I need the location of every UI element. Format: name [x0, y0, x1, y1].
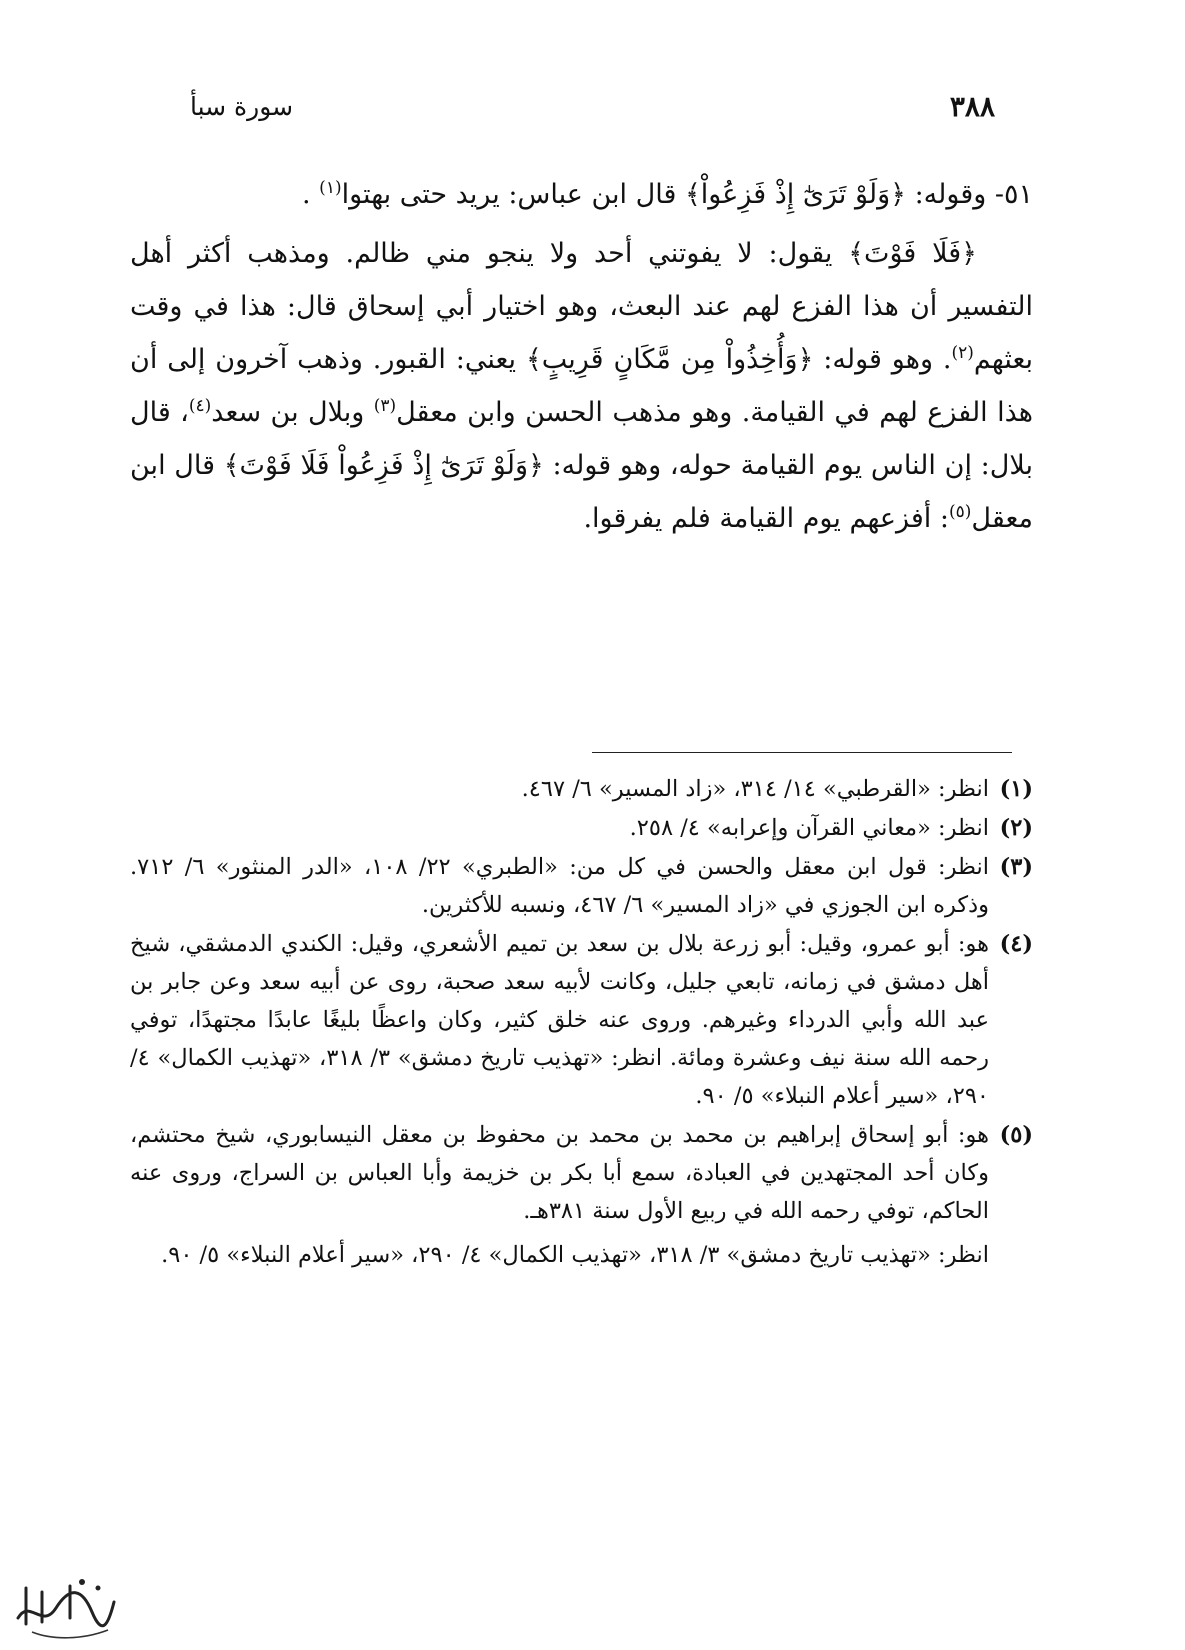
surah-title: سورة سبأ	[190, 91, 294, 121]
text-run: يقول: لا يفوتني أحد ولا ينجو مني ظالم. ومذهب أكثر أهل التفسير أن هذا الفزع لهم عند البعث، وهو اختيار أبي إسحاق قال: هذا في وقت بعثهم	[130, 238, 1034, 375]
quran-verse: ﴿وَأُخِذُواْ مِن مَّكَانٍ قَرِيبٍ﴾	[525, 344, 814, 375]
footnote-divider	[592, 752, 1012, 753]
main-text	[130, 168, 1033, 545]
paragraph-commentary	[130, 227, 1033, 545]
text-run: .	[302, 179, 320, 210]
page-number: ٣٨٨	[949, 89, 995, 123]
page-header	[190, 84, 995, 128]
text-run: قال ابن عباس: يريد حتى بهتوا	[341, 179, 685, 210]
footnote-5	[130, 1116, 1033, 1230]
footnote-1	[130, 770, 1033, 808]
footnote-number: (١)	[999, 776, 1033, 802]
footnote-text: هو: أبو عمرو، وقيل: أبو زرعة بلال بن سعد بن تميم الأشعري، وقيل: الكندي الدمشقي، شيخ أهل دمشق في زمانه، تابعي جليل، وكانت لأبيه سعد صحبة، روى عن أبيه سعد وعن جابر بن عبد الله وأبي الدرداء وغيرهم. وروى عنه خلق كثير، وكان واعظًا بليغًا عابدًا مجتهدًا، توفي رحمه الله سنة نيف وعشرة ومائة. انظر: «تهذيب تاريخ دمشق» ٣/ ٣١٨، «تهذيب الكمال» ٤/ ٢٩٠، «سير أعلام النبلاء» ٥/ ٩٠.	[130, 931, 990, 1109]
text-run: يعني: القبور. وذهب آخرون إلى أن هذا الفزع لهم في القيامة. وهو مذهب الحسن وابن معقل	[130, 344, 1033, 428]
paragraph-51	[130, 168, 1033, 221]
footnote-number: (٣)	[999, 854, 1033, 880]
quran-verse: ﴿فَلَا فَوْتَ﴾	[848, 238, 978, 269]
footnote-ref-1[interactable]: (١)	[319, 178, 342, 198]
footnote-ref-3[interactable]: (٣)	[373, 396, 397, 416]
footnote-4	[130, 925, 1033, 1115]
text-run: ، قال بلال: إن الناس يوم القيامة حوله، وهو قوله:	[130, 397, 1033, 481]
text-run: ٥١- وقوله:	[906, 179, 1033, 210]
quran-verse: ﴿وَلَوْ تَرَىٰٓ إِذْ فَزِعُواْ﴾	[684, 179, 906, 210]
footnote-5-reference: انظر: «تهذيب تاريخ دمشق» ٣/ ٣١٨، «تهذيب الكمال» ٤/ ٢٩٠، «سير أعلام النبلاء» ٥/ ٩٠.	[161, 1242, 989, 1268]
footnote-ref-4[interactable]: (٤)	[188, 396, 212, 416]
text-run: : أفزعهم يوم القيامة فلم يفرقوا.	[583, 503, 949, 534]
footnotes	[130, 770, 1033, 1274]
footnote-text: انظر: «القرطبي» ١٤/ ٣١٤، «زاد المسير» ٦/ ٤٦٧.	[521, 776, 989, 802]
footnote-text: انظر: قول ابن معقل والحسن في كل من: «الطبري» ٢٢/ ١٠٨، «الدر المنثور» ٦/ ٧١٢. وذكره ابن الجوزي في «زاد المسير» ٦/ ٤٦٧، ونسبه للأكثرين.	[130, 854, 990, 918]
footnote-3	[130, 848, 1033, 924]
logo-graphic	[12, 1568, 120, 1644]
footnote-number: (٢)	[999, 815, 1033, 841]
text-run: قال ابن معقل	[130, 450, 1033, 534]
footnote-number: (٥)	[999, 1122, 1033, 1148]
footnote-ref-2[interactable]: (٢)	[951, 343, 974, 363]
footnote-text: انظر: «معاني القرآن وإعرابه» ٤/ ٢٥٨.	[629, 815, 989, 841]
footnote-number: (٤)	[999, 931, 1033, 957]
calligraphy-logo-icon	[12, 1568, 120, 1644]
footnote-ref-5[interactable]: (٥)	[948, 502, 972, 522]
text-run: . وهو قوله:	[813, 344, 952, 375]
footnote-2	[130, 809, 1033, 847]
quran-verse: ﴿وَلَوْ تَرَىٰٓ إِذْ فَزِعُواْ فَلَا فَوْتَ﴾	[223, 450, 544, 481]
footnote-text: هو: أبو إسحاق إبراهيم بن محمد بن محمد بن محفوظ بن معقل النيسابوري، شيخ محتشم، وكان أحد المجتهدين في العبادة، سمع أبا بكر بن خزيمة وأبا العباس بن السراج، وروى عنه الحاكم، توفي رحمه الله في ربيع الأول سنة ٣٨١هـ.	[130, 1122, 989, 1224]
text-run: وبلال بن سعد	[211, 397, 374, 428]
